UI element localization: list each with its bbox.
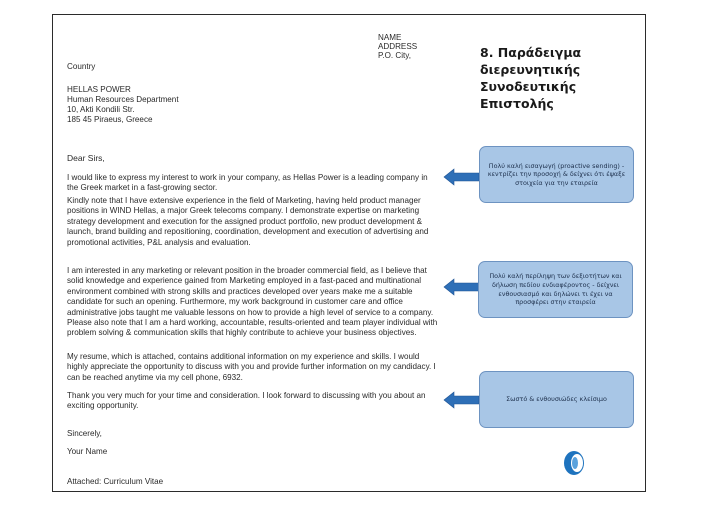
paragraph-interest: I am interested in any marketing or relevant position in the broader commercial field, as I believe that solid knowledge and experience gained from Marketing employed in a fast-paced and multinational environment combined with strong skills and practices developed over years make me a suitable candidate for such an opening. Furthermore, my work background in customer care and office administrative jobs taught me valuable lessons on how to provide a high level of service to a company. Please also note that I am a hard working, accountable, results-oriented and team player individual with problem solving & communication skills that highly contribute to achieve your business objectives. [67,266,438,338]
recipient-street: 10, Akti Kondili Str. [67,105,135,114]
paragraph-resume: My resume, which is attached, contains additional information on my experience and skills. I would highly appreciate the opportunity to discuss with you and provide further information on my candidacy. I can be reached anytime via my cell phone, 6932. [67,352,436,382]
recipient-city: 185 45 Piraeus, Greece [67,115,153,124]
title-line-2: διερευνητικής [480,62,581,77]
sender-name: NAME [378,33,402,42]
callout-introduction [479,146,634,203]
recipient-company: HELLAS POWER [67,85,131,94]
office-logo-icon [563,450,585,476]
letter-country: Country [67,62,96,71]
attachment-line: Attached: Curriculum Vitae [67,477,164,486]
salutation: Dear Sirs, [67,153,105,163]
callout-closing-text: Σωστό & ενθουσιώδες κλείσιμο [506,395,607,404]
recipient-department: Human Resources Department [67,95,179,104]
slide-title [480,44,640,112]
sender-address: ADDRESS [378,42,418,51]
arrow-left-icon [442,277,480,297]
callout-skills-text: Πολύ καλή περίληψη των δεξιοτήτων και δήλωση πεδίου ενδιαφέροντος - δείχνει ενθουσιασμό και δηλώνει τι έχει να προσφέρει στην εταιρεία [489,272,622,307]
sender-city: P.O. City, [378,51,411,60]
sender-block [378,33,417,60]
callout-closing [479,371,634,428]
paragraph-experience: Kindly note that I have extensive experience in the field of Marketing, having held product manager positions in WIND Hellas, a major Greek telecoms company. I demonstrate expertise on marketing strategy development and execution for the assigned product portfolio, new product development & launch, brand building and repositioning, coordination, development and execution of advertising and promotional activities, P&L analysis and evaluation. [67,196,429,247]
title-line-1: 8. Παράδειγμα [480,45,582,60]
paragraph-thanks: Thank you very much for your time and consideration. I look forward to discussing with you about an exciting opportunity. [67,391,426,411]
paragraph-intro: I would like to express my interest to work in your company, as Hellas Power is a leading company in the Greek market in a fast-growing sector. [67,173,428,193]
arrow-left-icon [442,167,480,187]
signature: Your Name [67,447,108,456]
title-line-3: Συνοδευτικής Επιστολής [480,79,577,111]
closing: Sincerely, [67,429,102,438]
arrow-left-icon [442,390,480,410]
callout-introduction-text: Πολύ καλή εισαγωγή (proactive sending) - κεντρίζει την προσοχή & δείχνει ότι έψαξε στοιχεία για την εταιρεία [487,161,626,187]
callout-skills [478,261,633,318]
